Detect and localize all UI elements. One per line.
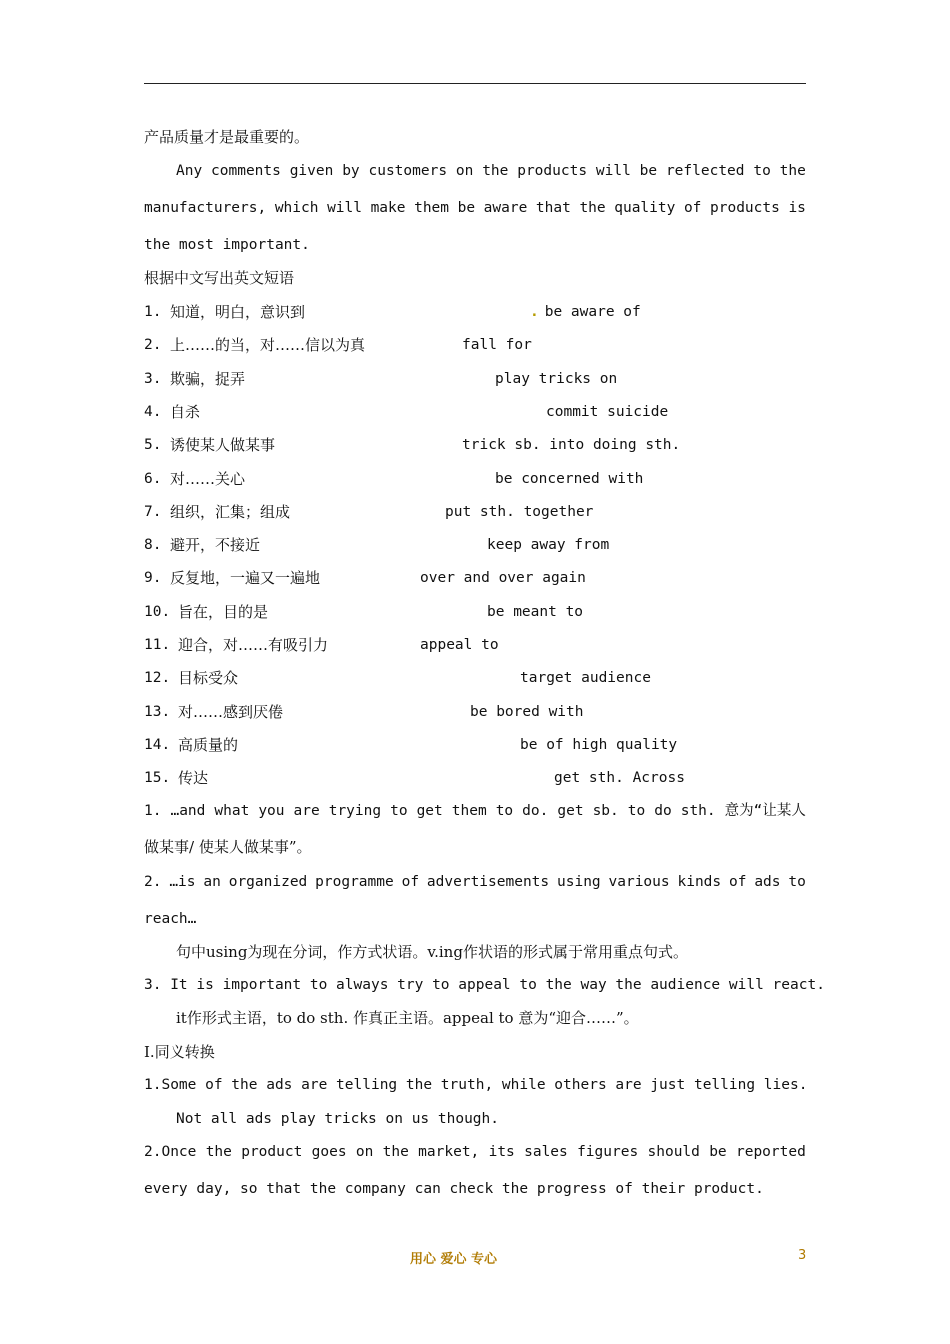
- phrase-number: 9.: [144, 570, 162, 587]
- word: to: [753, 163, 771, 179]
- phrase-english: [462, 434, 680, 456]
- word: them: [451, 803, 487, 819]
- phrase-number: 15.: [144, 770, 171, 787]
- phrase-number: 11.: [144, 637, 171, 653]
- word: will: [327, 200, 362, 216]
- word: on: [355, 1144, 374, 1160]
- word: reflected: [665, 163, 745, 179]
- intro-english-line-1: [176, 161, 806, 181]
- word: to: [390, 803, 408, 819]
- phrase-english: [554, 767, 685, 789]
- phrase-english-text: be of high quality: [520, 736, 678, 753]
- phrase-chinese: 避开，不接近: [170, 536, 261, 555]
- phrase-row: [144, 401, 844, 423]
- note-2-line-3: 句中using为现在分词，作方式状语。v.ing作状语的形式属于常用重点句式。: [176, 943, 688, 961]
- phrase-chinese: 对……关心: [170, 469, 246, 488]
- word: Any: [176, 163, 203, 179]
- word: comments: [211, 163, 281, 179]
- word: reported: [735, 1144, 806, 1160]
- phrase-chinese: 迎合，对……有吸引力: [178, 636, 329, 654]
- phrase-row: [144, 501, 844, 523]
- word: the: [482, 163, 509, 179]
- phrase-english: [520, 734, 677, 756]
- phrase-english-text: over and over again: [420, 570, 586, 587]
- intro-english-line-2: [144, 198, 806, 218]
- phrase-chinese: 上……的当，对……信以为真: [170, 336, 366, 355]
- word: do.: [522, 803, 549, 819]
- word: sales: [524, 1144, 568, 1160]
- word: …is: [169, 874, 196, 890]
- word: be: [457, 200, 476, 216]
- word: what: [214, 803, 250, 819]
- exercise-2-line-2: every day, so that the company can check the progress of their product.: [144, 1181, 764, 1197]
- phrase-chinese: 知道，明白，意识到: [170, 303, 306, 321]
- phrase-row: [144, 667, 844, 689]
- phrase-english-text: trick sb. into doing sth.: [462, 437, 681, 454]
- phrase-row: [144, 334, 844, 356]
- word: products: [710, 200, 780, 216]
- phrase-english-text: keep away from: [487, 537, 610, 554]
- phrase-chinese: 自杀: [170, 402, 201, 421]
- word: of: [683, 200, 702, 216]
- phrase-english-text: be aware of: [544, 304, 641, 320]
- phrase-number: 14.: [144, 736, 171, 753]
- phrase-english: [495, 468, 643, 490]
- word: organized: [228, 874, 308, 890]
- word: given: [289, 163, 334, 179]
- phrase-number: 4.: [144, 403, 162, 420]
- phrase-number: 2.: [144, 337, 162, 354]
- word: be: [639, 163, 658, 179]
- intro-english-line-3: the most important.: [144, 237, 310, 253]
- phrase-row: [144, 468, 844, 490]
- phrase-chinese: 诱使某人做某事: [170, 436, 276, 455]
- word: the: [579, 200, 606, 216]
- word: should: [647, 1144, 700, 1160]
- phrase-chinese: 对……感到厌倦: [178, 702, 284, 721]
- phrase-english: [520, 667, 651, 689]
- word: by: [342, 163, 360, 179]
- phrase-row: [144, 634, 844, 656]
- exercise-1-line-1: 1.Some of the ads are telling the truth, while others are just telling lies.: [144, 1077, 808, 1093]
- phrase-english: [470, 701, 584, 723]
- word: are: [293, 803, 320, 819]
- highlight-dot: .: [530, 304, 539, 320]
- phrase-number: 6.: [144, 470, 162, 487]
- word: market,: [418, 1144, 480, 1160]
- word: trying: [328, 803, 382, 819]
- word: 1.: [144, 803, 162, 819]
- phrase-english-text: be meant to: [487, 603, 584, 620]
- note-3-line-2: it作形式主语，to do sth. 作真正主语。appeal to 意为“迎合……”。: [176, 1009, 639, 1027]
- intro-chinese: 产品质量才是最重要的。: [144, 128, 310, 146]
- word: aware: [483, 200, 528, 216]
- phrase-chinese: 反复地，一遍又一遍地: [170, 569, 321, 588]
- exercise-1-line-2: Not all ads play tricks on us though.: [176, 1111, 500, 1127]
- phrase-chinese: 组织，汇集；组成: [170, 502, 291, 521]
- phrase-row: [144, 767, 844, 789]
- exercise-2-line-1: [144, 1142, 806, 1162]
- word: of: [729, 874, 747, 890]
- word: sth.: [680, 803, 716, 819]
- word: 2.: [144, 874, 162, 890]
- word: is: [788, 200, 806, 216]
- phrase-number: 7.: [144, 503, 162, 520]
- word: you: [258, 803, 285, 819]
- phrase-english: [530, 301, 641, 323]
- phrase-number: 1.: [144, 304, 162, 320]
- word: goes: [311, 1144, 347, 1160]
- phrase-chinese: 高质量的: [178, 735, 239, 754]
- phrase-english: [495, 368, 617, 390]
- phrase-english-text: target audience: [520, 670, 651, 687]
- page-number: 3: [798, 1248, 807, 1263]
- phrase-row: [144, 368, 844, 390]
- phrase-chinese: 目标受众: [178, 669, 239, 688]
- word: the: [205, 1144, 232, 1160]
- phrase-english-text: fall for: [462, 337, 532, 354]
- phrase-row: [144, 434, 844, 456]
- word: customers: [368, 163, 448, 179]
- word: ads: [754, 874, 781, 890]
- phrase-row: [144, 701, 844, 723]
- phrase-row: [144, 301, 844, 323]
- phrase-number: 8.: [144, 537, 162, 554]
- word: on: [455, 163, 474, 179]
- header-rule: [144, 83, 806, 84]
- word: get: [416, 803, 443, 819]
- word: that: [535, 200, 571, 216]
- phrase-english: [445, 501, 593, 523]
- phrase-number: 10.: [144, 603, 171, 620]
- word: manufacturers,: [144, 200, 267, 216]
- word: make: [370, 200, 406, 216]
- word: them: [414, 200, 450, 216]
- phrase-number: 3.: [144, 370, 162, 387]
- phrase-english-text: be concerned with: [495, 470, 644, 487]
- phrases-heading: 根据中文写出英文短语: [144, 269, 295, 287]
- word: quality: [614, 200, 676, 216]
- phrase-number: 13.: [144, 703, 171, 720]
- word: programme: [315, 874, 394, 890]
- word: do: [654, 803, 672, 819]
- phrase-english: [462, 334, 532, 356]
- note-1-line-1: [144, 801, 806, 821]
- section-title: Ⅰ.同义转换: [144, 1043, 215, 1061]
- word: 意为“让某人: [724, 803, 806, 819]
- word: will: [595, 163, 631, 179]
- phrase-number: 12.: [144, 670, 171, 687]
- word: which: [274, 200, 319, 216]
- word: get: [557, 803, 584, 819]
- phrase-english-text: put sth. together: [445, 503, 594, 520]
- word: to: [788, 874, 806, 890]
- note-2-line-1: [144, 872, 806, 892]
- phrase-english: [420, 634, 499, 656]
- word: various: [608, 874, 670, 890]
- word: an: [203, 874, 221, 890]
- word: the: [779, 163, 806, 179]
- word: advertisements: [426, 874, 550, 890]
- word: be: [709, 1144, 727, 1160]
- phrase-number: 5.: [144, 437, 162, 454]
- word: to: [495, 803, 514, 819]
- phrase-chinese: 旨在，目的是: [178, 602, 269, 621]
- word: …and: [170, 803, 206, 819]
- word: 2.Once: [144, 1144, 197, 1160]
- phrase-english: [487, 534, 609, 556]
- phrase-row: [144, 567, 844, 589]
- phrase-english: [420, 567, 586, 589]
- phrase-chinese: 欺骗，捉弄: [170, 369, 246, 388]
- phrase-row: [144, 601, 844, 623]
- note-3-line-1: 3. It is important to always try to appeal to the way the audience will react.: [144, 977, 825, 993]
- phrase-english: [487, 601, 583, 623]
- footer-slogan: 用心 爱心 专心: [410, 1252, 498, 1267]
- word: products: [517, 163, 588, 179]
- phrase-english-text: be bored with: [470, 703, 584, 720]
- phrase-english-text: appeal to: [420, 637, 499, 653]
- phrase-english-text: play tricks on: [495, 370, 618, 387]
- note-2-line-2: reach…: [144, 911, 197, 927]
- word: kinds: [677, 874, 722, 890]
- word: using: [557, 874, 601, 890]
- note-1-line-2: 做某事/ 使某人做某事”。: [144, 838, 312, 856]
- phrase-english: [546, 401, 668, 423]
- phrase-english-text: commit suicide: [546, 403, 669, 420]
- word: figures: [577, 1144, 639, 1160]
- word: of: [401, 874, 420, 890]
- word: the: [382, 1144, 409, 1160]
- phrase-chinese: 传达: [178, 769, 209, 788]
- word: sb.: [592, 803, 619, 819]
- word: product: [241, 1144, 303, 1160]
- word: to: [627, 803, 646, 819]
- phrase-row: [144, 734, 844, 756]
- phrase-english-text: get sth. Across: [554, 770, 685, 787]
- word: its: [488, 1144, 515, 1160]
- phrase-row: [144, 534, 844, 556]
